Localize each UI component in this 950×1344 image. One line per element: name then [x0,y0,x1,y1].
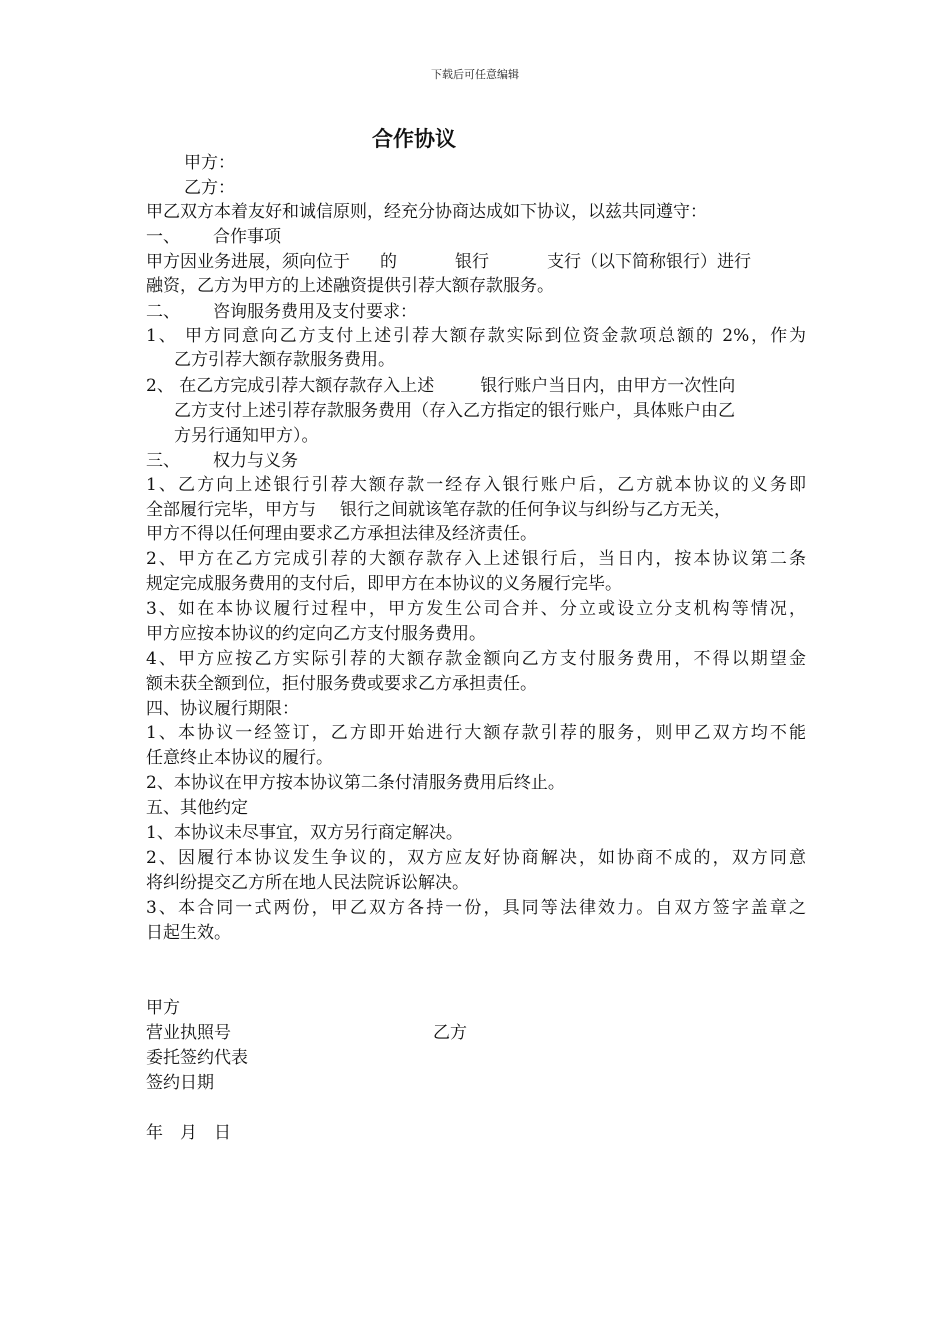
clause-4-1-line-2: 任意终止本协议的履行。 [146,748,333,768]
signature-date-label: 签约日期 [146,1073,214,1093]
section-5-heading: 五、其他约定 [146,798,248,818]
section-3-title: 权力与义务 [213,451,298,471]
document-title: 合作协议 [372,127,456,151]
section-2-heading [146,300,806,324]
section-1-heading [146,225,806,249]
clause-3-1-line-1: 1、乙方向上述银行引荐大额存款一经存入银行账户后，乙方就本协议的义务即 [146,475,806,495]
section-1-paragraph-line-2: 融资，乙方为甲方的上述融资提供引荐大额存款服务。 [146,276,554,296]
clause-3-1-line-2: 全部履行完毕，甲方与 银行之间就该笔存款的任何争议与纠纷与乙方无关， [146,500,731,520]
clause-2-2-line-3: 方另行通知甲方）。 [174,426,319,446]
signature-date: 年 月 日 [146,1123,231,1143]
section-2-title: 咨询服务费用及支付要求： [213,302,417,322]
clause-3-2-line-2: 规定完成服务费用的支付后，即甲方在本协议的义务履行完毕。 [146,574,622,594]
clause-3-4-line-2: 额未获全额到位，拒付服务费或要求乙方承担责任。 [146,674,537,694]
clause-5-3-line-1: 3、本合同一式两份，甲乙双方各持一份，具同等法律效力。自双方签字盖章之 [146,898,806,918]
clause-5-2-line-1: 2、因履行本协议发生争议的，双方应友好协商解决，如协商不成的，双方同意 [146,848,806,868]
clause-2-2-line-1: 2、 在乙方完成引荐大额存款存入上述 银行账户当日内，由甲方一次性向 [146,376,736,396]
clause-4-1-line-1: 1、本协议一经签订，乙方即开始进行大额存款引荐的服务，则甲乙双方均不能 [146,723,806,743]
clause-3-2-line-1: 2、甲方在乙方完成引荐的大额存款存入上述银行后，当日内，按本协议第二条 [146,549,806,569]
section-3-heading [146,449,806,473]
signature-license-number: 营业执照号 [146,1023,231,1043]
intro-paragraph: 甲乙双方本着友好和诚信原则，经充分协商达成如下协议，以兹共同遵守： [146,202,707,222]
signature-party-b: 乙方 [433,1023,467,1043]
clause-2-1-line-1: 1、 甲方同意向乙方支付上述引荐大额存款实际到位资金款项总额的 2%，作为 [146,326,806,346]
section-2-number: 二、 [146,302,180,322]
section-3-number: 三、 [146,451,180,471]
clause-3-4-line-1: 4、甲方应按乙方实际引荐的大额存款金额向乙方支付服务费用，不得以期望金 [146,649,806,669]
clause-5-2-line-2: 将纠纷提交乙方所在地人民法院诉讼解决。 [146,873,469,893]
clause-5-1: 1、本协议未尽事宜，双方另行商定解决。 [146,823,463,843]
party-a-line: 甲方： [184,153,235,173]
section-1-number: 一、 [146,227,180,247]
section-1-title: 合作事项 [213,227,281,247]
clause-2-2-line-2: 乙方支付上述引荐存款服务费用（存入乙方指定的银行账户，具体账户由乙 [174,401,735,421]
section-4-heading: 四、协议履行期限： [146,699,299,719]
clause-3-3-line-2: 甲方应按本协议的约定向乙方支付服务费用。 [146,624,486,644]
page-header-note: 下载后可任意编辑 [431,68,519,81]
clause-5-3-line-2: 日起生效。 [146,923,231,943]
clause-3-3-line-1: 3、如在本协议履行过程中，甲方发生公司合并、分立或设立分支机构等情况， [146,599,806,619]
section-1-paragraph-line-1: 甲方因业务进展，须向位于 的 银行 支行（以下简称银行）进行 [146,252,751,272]
party-b-line: 乙方： [184,178,235,198]
clause-3-1-line-3: 甲方不得以任何理由要求乙方承担法律及经济责任。 [146,524,537,544]
clause-4-2: 2、本协议在甲方按本协议第二条付清服务费用后终止。 [146,773,565,793]
signature-party-a: 甲方 [146,998,180,1018]
clause-2-1-line-2: 乙方引荐大额存款服务费用。 [174,350,395,370]
signature-delegate: 委托签约代表 [146,1048,248,1068]
